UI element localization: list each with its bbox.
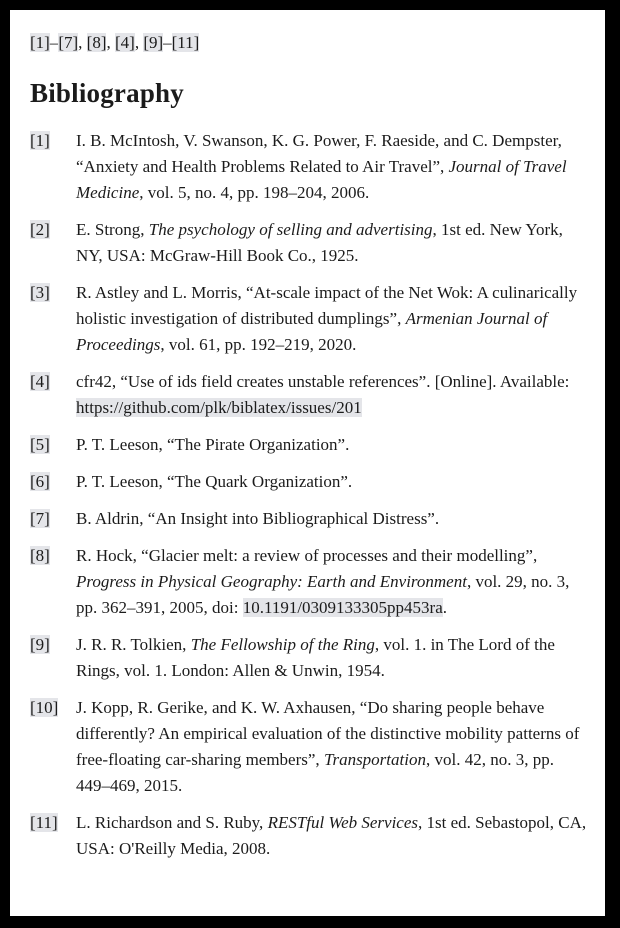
entry-label-column xyxy=(30,506,76,532)
entry-text xyxy=(76,280,592,358)
entry-text-segment: J. R. R. Tolkien, xyxy=(76,635,191,654)
bibliography-entry xyxy=(30,543,592,621)
entry-title-italic: Armenian Journal of Proceedings xyxy=(76,309,548,354)
entry-number-link[interactable]: [2] xyxy=(30,220,50,239)
entry-text-segment: P. T. Leeson, “The Quark Organization”. xyxy=(76,472,353,491)
entry-text-segment: , 1st ed. New York, NY, USA: McGraw-Hill Book Co., 1925. xyxy=(76,220,563,265)
entry-label-column xyxy=(30,632,76,658)
entry-title-italic: The psychology of selling and advertising xyxy=(148,220,433,239)
citation-separator: – xyxy=(49,33,59,52)
bibliography-entry xyxy=(30,432,592,458)
entry-number-link[interactable]: [1] xyxy=(30,131,50,150)
entry-text-segment: J. Kopp, R. Gerike, and K. W. Axhausen, “Do sharing people behave differently? An empirical evaluation of the distinctive mobility patterns of free-floating car-sharing members”, xyxy=(76,698,580,769)
entry-label-column xyxy=(30,217,76,243)
bibliography-entry xyxy=(30,506,592,532)
entry-text-segment: R. Hock, “Glacier melt: a review of processes and their modelling”, xyxy=(76,546,538,565)
bibliography-entry xyxy=(30,632,592,684)
entry-label-column xyxy=(30,469,76,495)
entry-number-link[interactable]: [10] xyxy=(30,698,59,717)
entry-label-column xyxy=(30,369,76,395)
bibliography-entry xyxy=(30,469,592,495)
entry-number-link[interactable]: [5] xyxy=(30,435,50,454)
entry-number-link[interactable]: [7] xyxy=(30,509,50,528)
entry-text xyxy=(76,506,592,532)
entry-text-segment: . xyxy=(442,598,448,617)
bibliography-entry xyxy=(30,810,592,862)
entry-title-italic: Transportation xyxy=(323,750,426,769)
entry-number-link[interactable]: [9] xyxy=(30,635,50,654)
entry-title-italic: Progress in Physical Geography: Earth and Environment xyxy=(76,572,467,591)
citation-separator: , xyxy=(106,33,115,52)
bibliography-list xyxy=(30,128,592,862)
entry-number-link[interactable]: [3] xyxy=(30,283,50,302)
page-content xyxy=(10,10,605,862)
entry-number-link[interactable]: [6] xyxy=(30,472,50,491)
citation-ref-link[interactable]: [11] xyxy=(171,33,200,52)
bibliography-entry xyxy=(30,217,592,269)
entry-label-column xyxy=(30,543,76,569)
citation-ref-link[interactable]: [7] xyxy=(58,33,79,52)
entry-text-segment: E. Strong, xyxy=(76,220,149,239)
entry-text xyxy=(76,632,592,684)
citation-ref-link[interactable]: [8] xyxy=(86,33,107,52)
citation-ref-link[interactable]: [1] xyxy=(30,33,50,52)
entry-label-column xyxy=(30,128,76,154)
bibliography-entry xyxy=(30,128,592,206)
citation-separator: – xyxy=(163,33,172,52)
entry-text-segment: , vol. 5, no. 4, pp. 198–204, 2006. xyxy=(139,183,370,202)
citation-line xyxy=(30,30,592,56)
entry-number-link[interactable]: [8] xyxy=(30,546,50,565)
entry-text-segment: , vol. 1. in The Lord of the Rings, vol. 1. London: Allen & Unwin, 1954. xyxy=(76,635,555,680)
entry-text-segment: cfr42, “Use of ids field creates unstable references”. [Online]. Available: xyxy=(76,372,570,391)
bibliography-entry xyxy=(30,369,592,421)
entry-title-italic: The Fellowship of the Ring xyxy=(190,635,375,654)
citation-ref-link[interactable]: [4] xyxy=(114,33,135,52)
entry-text-segment: L. Richardson and S. Ruby, xyxy=(76,813,268,832)
bibliography-entry xyxy=(30,280,592,358)
entry-text xyxy=(76,369,592,421)
entry-text-segment: , 1st ed. Sebastopol, CA, USA: O'Reilly Media, 2008. xyxy=(76,813,587,858)
entry-number-link[interactable]: [4] xyxy=(30,372,50,391)
entry-text xyxy=(76,543,592,621)
entry-text-segment: , vol. 61, pp. 192–219, 2020. xyxy=(160,335,357,354)
entry-text xyxy=(76,217,592,269)
entry-text-segment: , vol. 42, no. 3, pp. 449–469, 2015. xyxy=(76,750,554,795)
citation-separator: , xyxy=(134,33,144,52)
entry-text-segment: , vol. 29, no. 3, pp. 362–391, 2005, doi: xyxy=(76,572,570,617)
bibliography-entry xyxy=(30,695,592,799)
entry-label-column xyxy=(30,280,76,306)
citation-ref-link[interactable]: [9] xyxy=(143,33,164,52)
entry-label-column xyxy=(30,432,76,458)
citation-separator: , xyxy=(78,33,87,52)
entry-text-segment: P. T. Leeson, “The Pirate Organization”. xyxy=(76,435,350,454)
entry-label-column xyxy=(30,810,76,836)
entry-title-italic: Journal of Travel Medicine xyxy=(76,157,567,202)
external-link[interactable]: https://github.com/plk/biblatex/issues/201 xyxy=(76,398,362,417)
entry-text xyxy=(76,695,592,799)
external-link[interactable]: 10.1191/0309133305pp453ra xyxy=(242,598,443,617)
entry-text xyxy=(76,810,592,862)
entry-text xyxy=(76,432,592,458)
entry-text-segment: R. Astley and L. Morris, “At-scale impact of the Net Wok: A culinarically holistic investigation of distributed dumplings”, xyxy=(76,283,578,328)
entry-title-italic: RESTful Web Services xyxy=(267,813,419,832)
entry-text xyxy=(76,128,592,206)
bibliography-heading: Bibliography xyxy=(30,78,184,108)
entry-number-link[interactable]: [11] xyxy=(30,813,58,832)
entry-text xyxy=(76,469,592,495)
entry-text-segment: I. B. McIntosh, V. Swanson, K. G. Power, F. Raeside, and C. Dempster, “Anxiety and Health Problems Related to Air Travel”, xyxy=(76,131,562,176)
entry-text-segment: B. Aldrin, “An Insight into Bibliographical Distress”. xyxy=(76,509,440,528)
entry-label-column xyxy=(30,695,76,721)
